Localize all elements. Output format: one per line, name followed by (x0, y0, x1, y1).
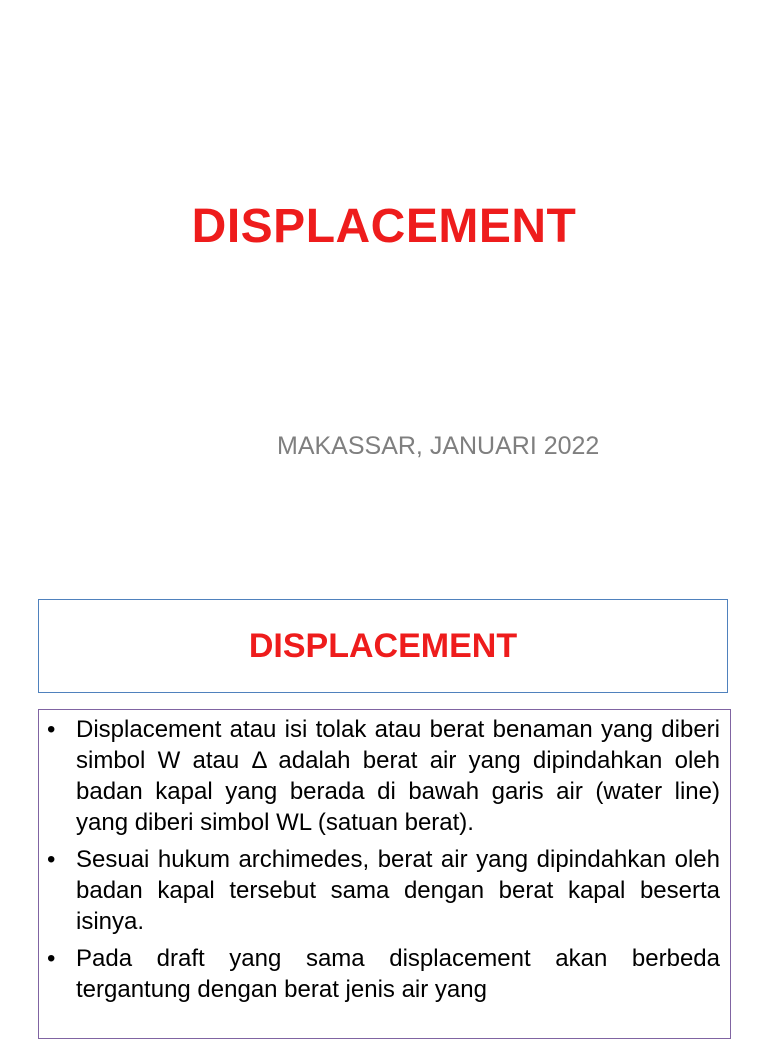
bullet-text: Sesuai hukum archimedes, berat air yang dipindahkan oleh badan kapal tersebut sama dengan berat kapal beserta isinya. (76, 846, 720, 935)
bullet-item (47, 714, 720, 838)
bullet-dot: • (47, 846, 56, 873)
bullet-dot: • (47, 716, 56, 743)
slide-2-title-box (38, 599, 728, 693)
bullet-dot: • (47, 945, 56, 972)
bullet-text: Displacement atau isi tolak atau berat benaman yang diberi simbol W atau Δ adalah berat air yang dipindahkan oleh badan kapal yang berada di bawah garis air (water line) yang diberi simbol WL (satuan berat). (76, 716, 720, 836)
slide-2-content-box (38, 709, 731, 1039)
bullet-item (47, 844, 720, 937)
slide-1-title: DISPLACEMENT (191, 200, 577, 253)
bullet-item (47, 943, 720, 1005)
slide-1-subtitle: MAKASSAR, JANUARI 2022 (277, 432, 600, 460)
bullet-text: Pada draft yang sama displacement akan berbeda tergantung dengan berat jenis air yang (76, 945, 720, 1003)
bullet-list (47, 714, 720, 1005)
slide-2-title: DISPLACEMENT (248, 627, 518, 665)
